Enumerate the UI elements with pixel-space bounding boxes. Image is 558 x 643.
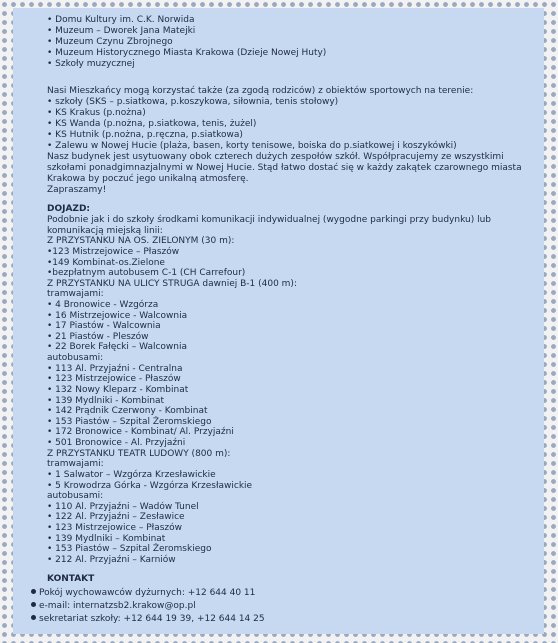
dojazd-line: •bezpłatnym autobusem C-1 (CH Carrefour) bbox=[47, 268, 246, 279]
list-item: • szkoły (SKS – p.siatkowa, p.koszykowa, siłownia, tenis stołowy) bbox=[47, 97, 339, 107]
dojazd-line: tramwajami: bbox=[47, 459, 104, 470]
list-item: • Muzeum Czynu Zbrojnego bbox=[47, 37, 173, 47]
dojazd-line: • 139 Mydlniki – Kombinat bbox=[47, 533, 166, 544]
dojazd-line: • 123 Mistrzejowice - Płaszów bbox=[47, 374, 181, 385]
sports-intro: Nasi Mieszkańcy mogą korzystać także (za zgodą rodziców) z obiektów sportowych na terenie: bbox=[47, 86, 474, 96]
dojazd-line: • 153 Piastów – Szpital Żeromskiego bbox=[47, 544, 212, 555]
bullet-icon bbox=[31, 602, 36, 607]
list-item: • KS Krakus (p.nożna) bbox=[47, 108, 146, 118]
list-item: • Szkoły muzycznej bbox=[47, 59, 135, 69]
about-text: Nasz budynek jest usytuowany obok czterech dużych zespołów szkół. Współpracujemy ze wszystkimi bbox=[47, 152, 504, 162]
dojazd-line: • 113 Al. Przyjaźni - Centralna bbox=[47, 363, 183, 374]
dojazd-line: • 21 Piastów - Pleszów bbox=[47, 331, 149, 342]
dojazd-line: tramwajami: bbox=[47, 289, 104, 300]
dojazd-line: • 501 Bronowice - Al. Przyjaźni bbox=[47, 438, 186, 448]
dojazd-line: •123 Mistrzejowice – Płaszów bbox=[47, 246, 180, 257]
contact-item bbox=[31, 588, 255, 599]
contact-item bbox=[31, 614, 265, 625]
dojazd-line: • 16 Mistrzejowice - Walcownia bbox=[47, 310, 188, 321]
dojazd-line: • 142 Prądnik Czerwony - Kombinat bbox=[47, 406, 208, 417]
about-text: Krakowa by poczuć jego unikalną atmosferę. bbox=[47, 174, 249, 184]
dojazd-line: • 132 Nowy Kleparz - Kombinat bbox=[47, 384, 189, 395]
dojazd-line: • 5 Krowodrza Górka - Wzgórza Krzesławickie bbox=[47, 480, 253, 491]
dojazd-line: Z PRZYSTANKU TEATR LUDOWY (800 m): bbox=[47, 448, 231, 459]
dojazd-line: • 4 Bronowice - Wzgórza bbox=[47, 300, 159, 310]
about-text: szkołami ponadgimnazjalnymi w Nowej Hucie. Stąd łatwo dostać się w każdy zakątek czarownego miasta bbox=[47, 163, 522, 173]
dojazd-line: • 1 Salwator – Wzgórza Krzesławickie bbox=[47, 469, 216, 480]
list-item: • KS Hutnik (p.nożna, p.ręczna, p.siatkowa) bbox=[47, 130, 243, 140]
bullet-icon bbox=[31, 615, 36, 620]
contact-email[interactable]: e-mail: internatzsb2.krakow@op.pl bbox=[39, 601, 196, 611]
dojazd-line: komunikacją miejską linii: bbox=[47, 225, 163, 236]
dojazd-line: • 17 Piastów - Walcownia bbox=[47, 321, 161, 332]
list-item: • KS Wanda (p.nożna, p.siatkowa, tenis, żużel) bbox=[47, 119, 257, 129]
dojazd-line: autobusami: bbox=[47, 353, 104, 364]
dojazd-line: Podobnie jak i do szkoły środkami komunikacji indywidualnej (wygodne parkingi przy budynku) lub bbox=[47, 215, 491, 225]
list-item: • Zalewu w Nowej Hucie (plaża, basen, korty tenisowe, boiska do p.siatkowej i koszykówki) bbox=[47, 141, 457, 151]
content-panel bbox=[13, 8, 544, 634]
dojazd-line: • 212 Al. Przyjaźni – Karniów bbox=[47, 554, 176, 565]
dojazd-line: • 153 Piastów – Szpital Żeromskiego bbox=[47, 416, 212, 427]
dojazd-line: autobusami: bbox=[47, 491, 104, 502]
dojazd-line: Z PRZYSTANKU NA OS. ZIELONYM (30 m): bbox=[47, 236, 235, 247]
contact-phone: Pokój wychowawców dyżurnych: +12 644 40 11 bbox=[39, 588, 256, 598]
dojazd-line: • 22 Borek Fałęcki – Walcownia bbox=[47, 342, 187, 353]
dojazd-line: • 122 Al. Przyjaźni – Zesławice bbox=[47, 512, 185, 523]
list-item: • Domu Kultury im. C.K. Norwida bbox=[47, 15, 195, 25]
list-item: • Muzeum Historycznego Miasta Krakowa (Dzieje Nowej Huty) bbox=[47, 48, 327, 58]
contact-item bbox=[31, 601, 196, 612]
dojazd-line: • 123 Mistrzejowice – Płaszów bbox=[47, 523, 183, 533]
dojazd-line: • 139 Mydlniki - Kombinat bbox=[47, 395, 165, 406]
dojazd-line: Z PRZYSTANKU NA ULICY STRUGA dawniej B-1 (400 m): bbox=[47, 278, 297, 289]
contact-secretariat: sekretariat szkoły: +12 644 19 39, +12 644 14 25 bbox=[39, 614, 265, 624]
bullet-icon bbox=[31, 589, 36, 594]
dojazd-line: •149 Kombinat-os.Zielone bbox=[47, 257, 165, 268]
dojazd-heading: DOJAZD: bbox=[47, 204, 91, 214]
about-text: Zapraszamy! bbox=[47, 185, 107, 195]
kontakt-heading: KONTAKT bbox=[47, 574, 95, 584]
dojazd-line: • 110 Al. Przyjaźni – Wadów Tunel bbox=[47, 501, 199, 512]
list-item: • Muzeum – Dworek Jana Matejki bbox=[47, 26, 196, 36]
dojazd-line: • 172 Bronowice - Kombinat/ Al. Przyjaźni bbox=[47, 427, 234, 438]
